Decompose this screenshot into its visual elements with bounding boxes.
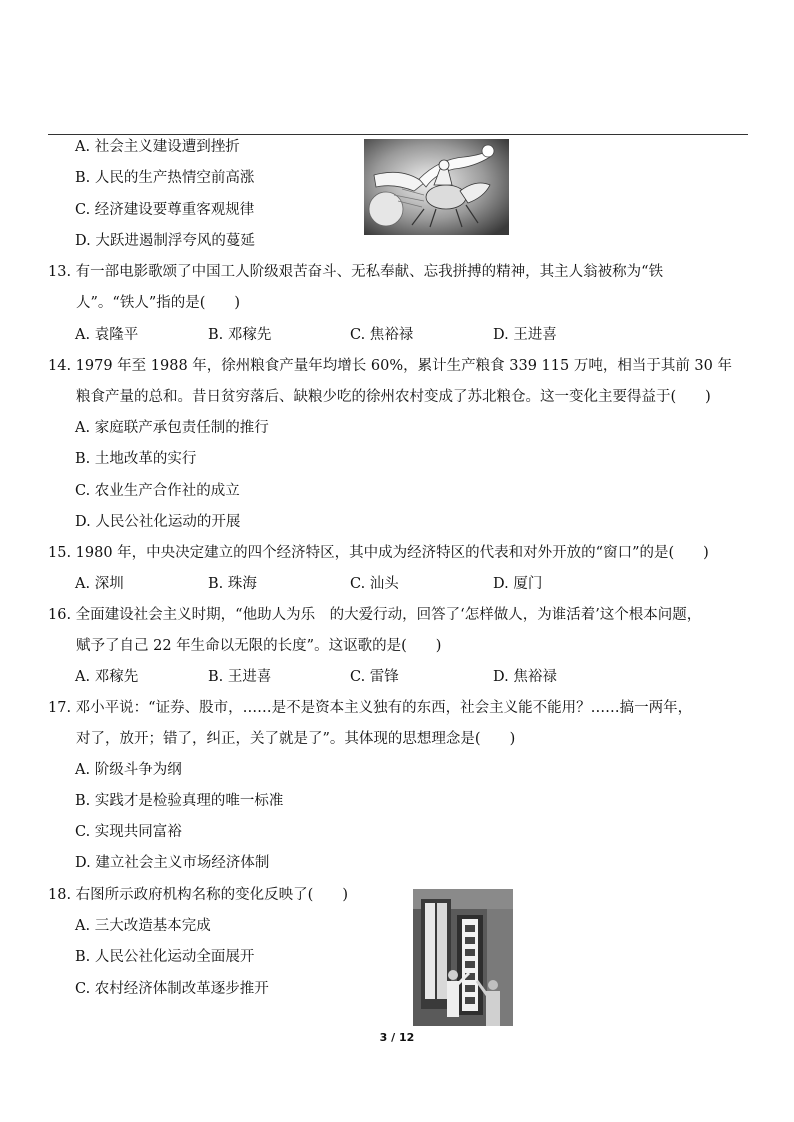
q18-option-a[interactable]: A. 三大改造基本完成 [75, 918, 211, 934]
q15-option-d[interactable]: D. 厦门 [493, 576, 543, 592]
q12-option-d[interactable]: D. 大跃进遏制浮夸风的蔓延 [75, 233, 255, 249]
q15-option-c[interactable]: C. 汕头 [350, 576, 399, 592]
q12-option-c[interactable]: C. 经济建设要尊重客观规律 [75, 202, 255, 218]
q13-option-b[interactable]: B. 邓稼先 [208, 327, 272, 343]
q13-stem-line-2: 人”。“铁人”指的是( ) [76, 295, 241, 311]
q13-stem-line-1: 13. 有一部电影歌颂了中国工人阶级艰苦奋斗、无私奉献、忘我拼搏的精神，其主人翁被称为“铁 [48, 264, 664, 280]
q13-option-d[interactable]: D. 王进喜 [493, 327, 557, 343]
q16-stem-line-1: 16. 全面建设社会主义时期，“他助人为乐 的大爱行动，回答了‘怎样做人，为谁活着’这个根本问题， [48, 607, 702, 623]
q18-option-b[interactable]: B. 人民公社化运动全面展开 [75, 949, 255, 965]
q14-stem-line-1: 14. 1979 年至 1988 年，徐州粮食产量年均增长 60%，累计生产粮食 339 115 万吨，相当于其前 30 年 [48, 358, 732, 374]
q16-option-a[interactable]: A. 邓稼先 [75, 669, 139, 685]
q12-option-b[interactable]: B. 人民的生产热情空前高涨 [75, 170, 255, 186]
q12-option-a[interactable]: A. 社会主义建设遭到挫折 [75, 139, 240, 155]
q13-option-a[interactable]: A. 袁隆平 [75, 327, 139, 343]
q15-stem-line-1: 15. 1980 年，中央决定建立的四个经济特区，其中成为经济特区的代表和对外开放的“窗口”的是( ) [48, 545, 709, 561]
q14-option-a[interactable]: A. 家庭联产承包责任制的推行 [75, 420, 269, 436]
q14-option-c[interactable]: C. 农业生产合作社的成立 [75, 483, 240, 499]
q17-option-d[interactable]: D. 建立社会主义市场经济体制 [75, 855, 270, 871]
q14-option-b[interactable]: B. 土地改革的实行 [75, 451, 197, 467]
q12-cartoon-image [364, 139, 509, 235]
q17-option-b[interactable]: B. 实践才是检验真理的唯一标准 [75, 793, 284, 809]
page-number: 3 / 12 [379, 1031, 415, 1044]
q17-stem-line-2: 对了，放开；错了，纠正，关了就是了”。其体现的思想理念是( ) [76, 731, 516, 747]
q18-option-c[interactable]: C. 农村经济体制改革逐步推开 [75, 981, 269, 997]
q17-option-a[interactable]: A. 阶级斗争为纲 [75, 762, 182, 778]
q17-option-c[interactable]: C. 实现共同富裕 [75, 824, 182, 840]
q15-option-a[interactable]: A. 深圳 [75, 576, 124, 592]
q17-stem-line-1: 17. 邓小平说：“证券、股市，……是不是资本主义独有的东西，社会主义能不能用？……搞一两年， [48, 700, 693, 716]
header-rule [48, 134, 748, 135]
q16-option-d[interactable]: D. 焦裕禄 [493, 669, 557, 685]
q16-option-c[interactable]: C. 雷锋 [350, 669, 399, 685]
q16-stem-line-2: 赋予了自己 22 年生命以无限的长度”。这讴歌的是( ) [76, 638, 442, 654]
q16-option-b[interactable]: B. 王进喜 [208, 669, 272, 685]
q18-sign-photo [413, 889, 513, 1026]
q14-option-d[interactable]: D. 人民公社化运动的开展 [75, 514, 241, 530]
q13-option-c[interactable]: C. 焦裕禄 [350, 327, 414, 343]
q14-stem-line-2: 粮食产量的总和。昔日贫穷落后、缺粮少吃的徐州农村变成了苏北粮仓。这一变化主要得益于( ) [76, 389, 711, 405]
q18-stem-line-1: 18. 右图所示政府机构名称的变化反映了( ) [48, 887, 348, 903]
q15-option-b[interactable]: B. 珠海 [208, 576, 257, 592]
